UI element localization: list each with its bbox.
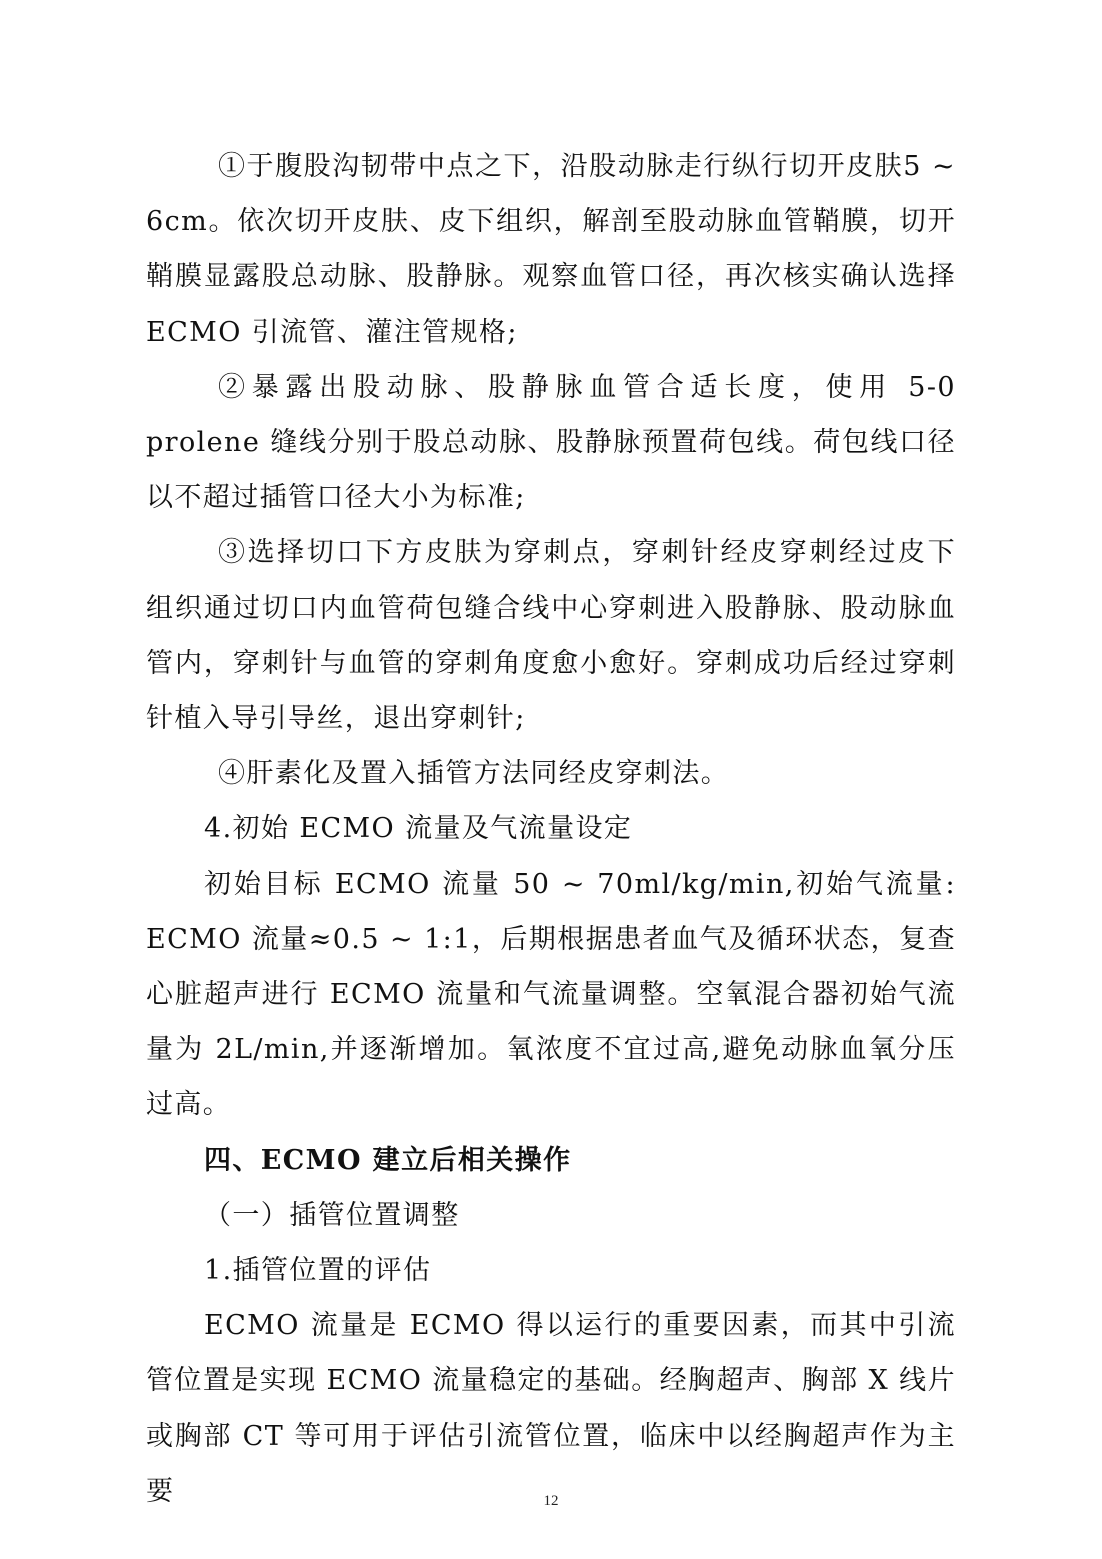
list-item-4: ④肝素化及置入插管方法同经皮穿刺法。 [218, 758, 730, 790]
list-item-2: ②暴露出股动脉、股静脉血管合适长度，使用 5-0 prolene 缝线分别于股总动脉、股静脉预置荷包线。荷包线口径以不超过插管口径大小为标准; [146, 371, 956, 514]
subsection-heading-cannula-evaluation: 1.插管位置的评估 [204, 1255, 432, 1287]
subsection-heading-flow-settings: 4.初始 ECMO 流量及气流量设定 [204, 813, 633, 845]
document-body [146, 139, 956, 1519]
section-heading: 四、ECMO 建立后相关操作 [204, 1144, 572, 1176]
list-item-1: ①于腹股沟韧带中点之下，沿股动脉走行纵行切开皮肤5 ~ 6cm。依次切开皮肤、皮下组织，解剖至股动脉血管鞘膜，切开鞘膜显露股总动脉、股静脉。观察血管口径，再次核实确认选择 ECMO 引流管、灌注管规格; [146, 151, 956, 348]
paragraph-initial-flow: 初始目标 ECMO 流量 50 ~ 70ml/kg/min,初始气流量: ECMO 流量≈0.5 ~ 1:1，后期根据患者血气及循环状态，复查心脏超声进行 ECMO 流量和气流量调整。空氧混合器初始气流量为 2L/min,并逐渐增加。氧浓度不宜过高,避免动脉血氧分压过高。 [146, 868, 956, 1121]
list-item-3: ③选择切口下方皮肤为穿刺点，穿刺针经皮穿刺经过皮下组织通过切口内血管荷包缝合线中心穿刺进入股静脉、股动脉血管内，穿刺针与血管的穿刺角度愈小愈好。穿刺成功后经过穿刺针植入导引导丝，退出穿刺针; [146, 537, 956, 735]
paragraph-cannula-evaluation: ECMO 流量是 ECMO 得以运行的重要因素，而其中引流管位置是实现 ECMO 流量稳定的基础。经胸超声、胸部 X 线片或胸部 CT 等可用于评估引流管位置，临床中以经胸超声作为主要 [146, 1310, 956, 1507]
page-number: 12 [543, 1493, 559, 1509]
subsection-heading-cannula-adjustment: （一）插管位置调整 [204, 1199, 460, 1231]
